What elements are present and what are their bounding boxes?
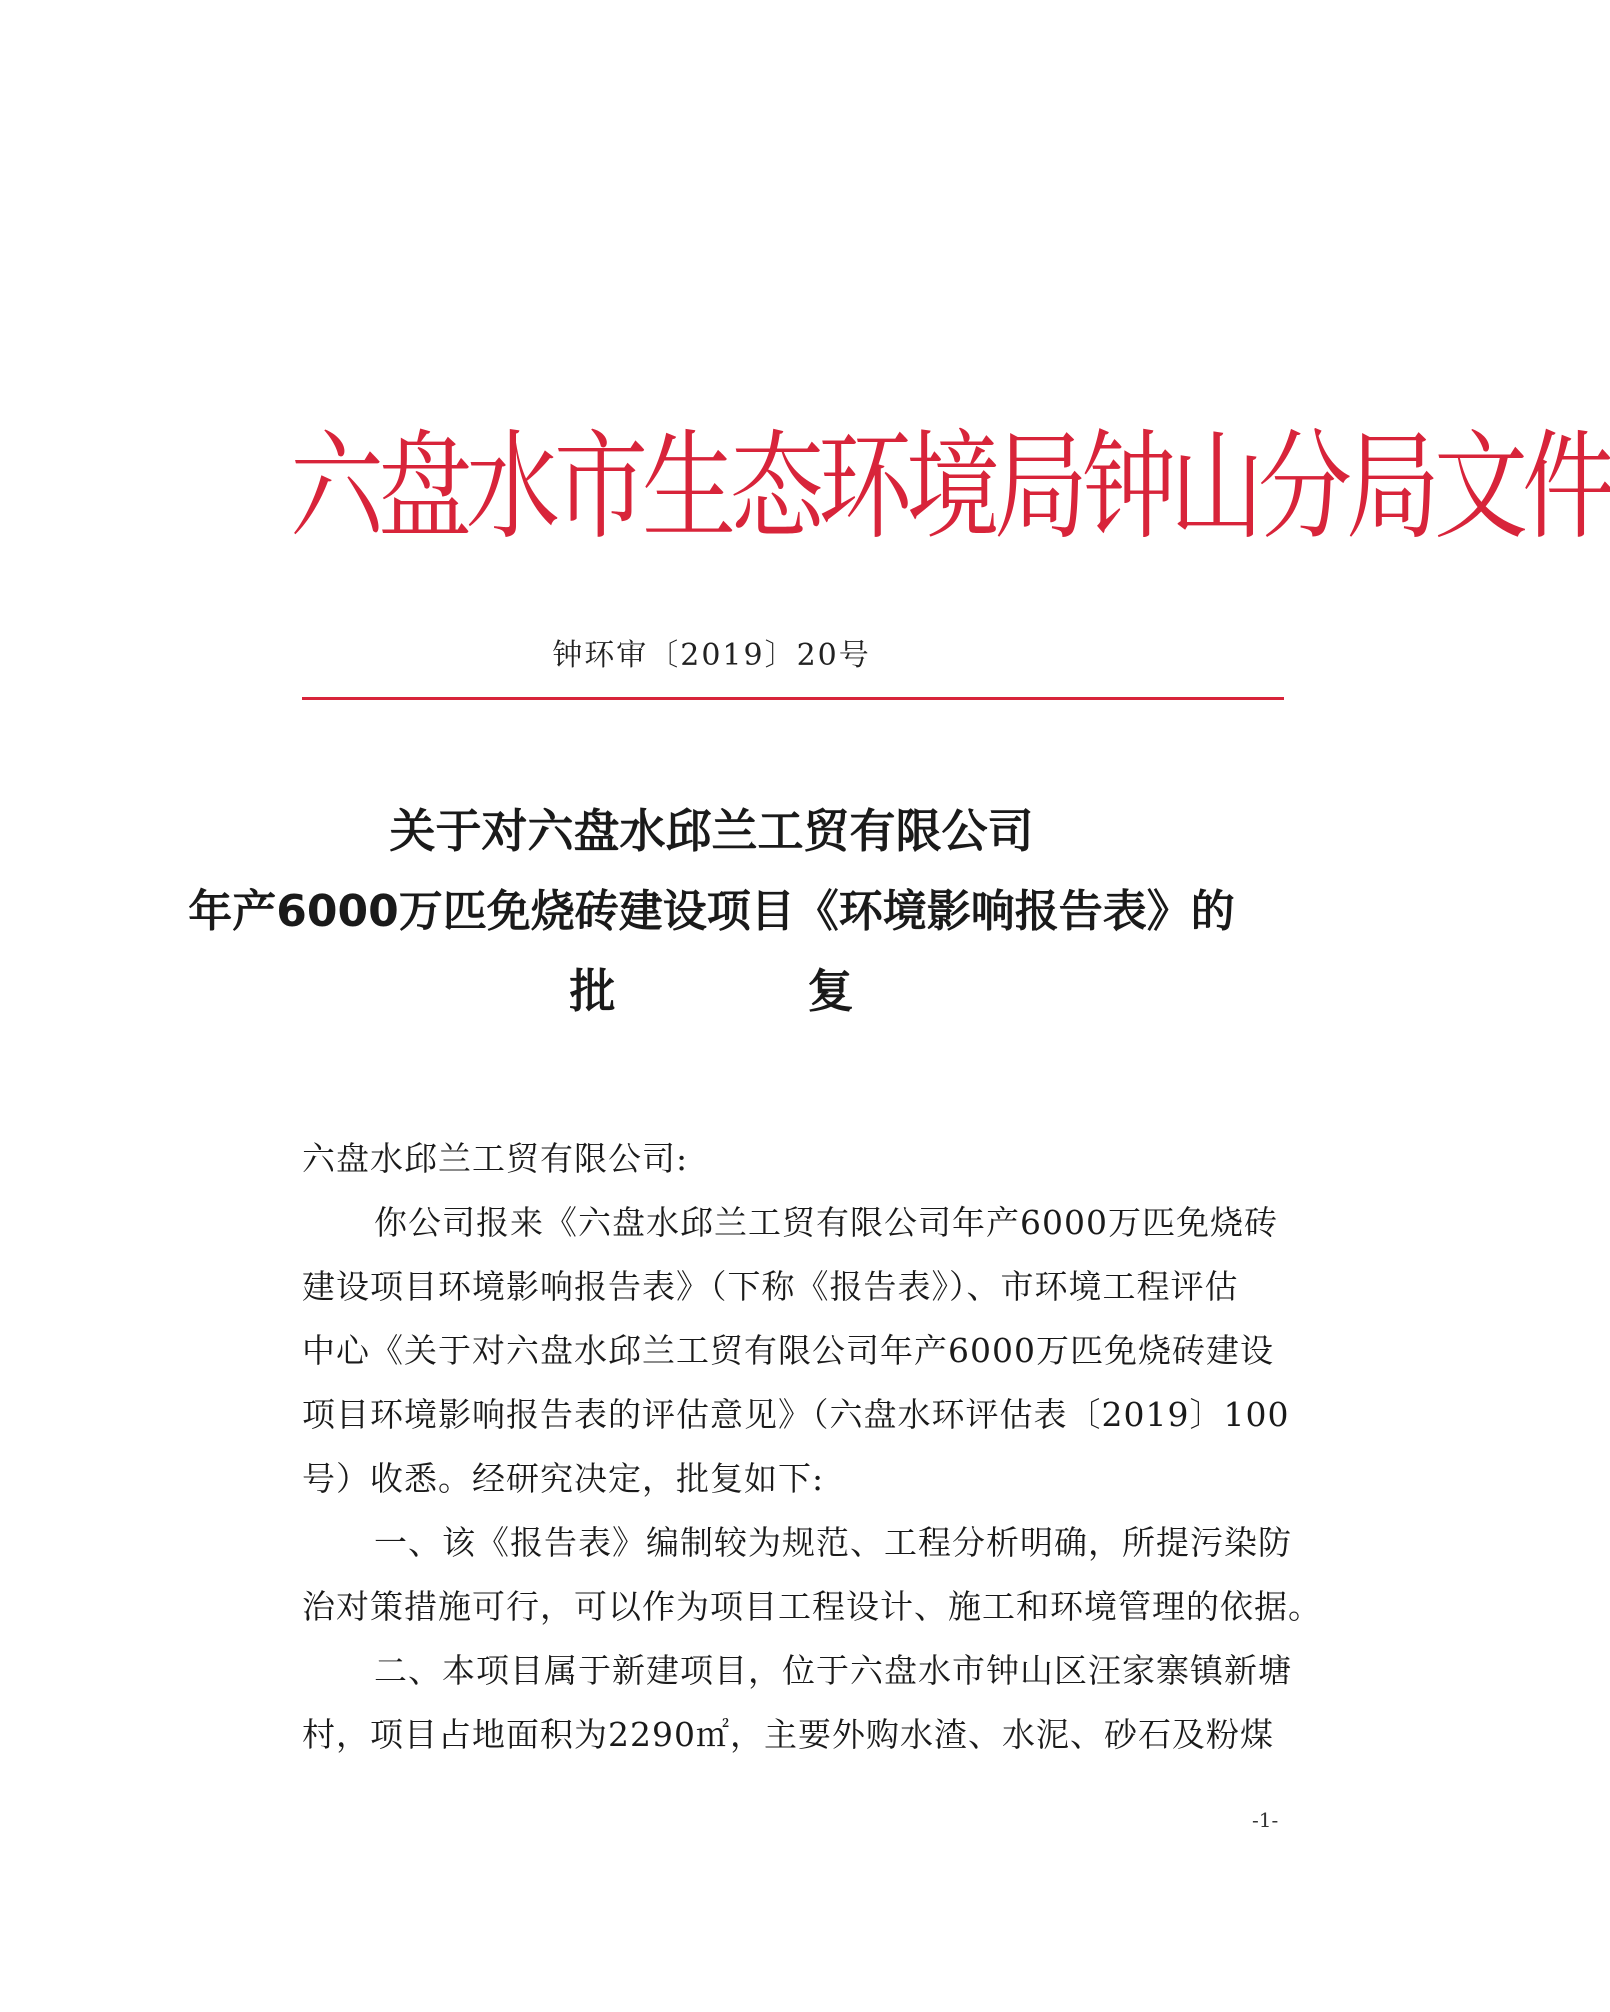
body-line: 治对策措施可行，可以作为项目工程设计、施工和环境管理的依据。 xyxy=(302,1587,1322,1626)
title-line-3 xyxy=(0,955,1423,1021)
body-line: 建设项目环境影响报告表》（下称《报告表》）、市环境工程评估 xyxy=(302,1267,1239,1306)
issuer-header: 六盘水市生态环境局钟山分局文件 xyxy=(290,420,1610,557)
body-line: 二、本项目属于新建项目，位于六盘水市钟山区汪家寨镇新塘 xyxy=(374,1651,1292,1690)
document-number: 钟环审〔2019〕20号 xyxy=(552,638,871,673)
body-line: 村，项目占地面积为2290㎡，主要外购水渣、水泥、砂石及粉煤 xyxy=(302,1715,1274,1754)
title-line-1: 关于对六盘水邱兰工贸有限公司 xyxy=(389,804,1034,858)
addressee: 六盘水邱兰工贸有限公司: xyxy=(302,1139,689,1178)
title-word-pi: 批 xyxy=(569,964,616,1018)
body-line: 你公司报来《六盘水邱兰工贸有限公司年产6000万匹免烧砖 xyxy=(374,1203,1278,1242)
body-line: 项目环境影响报告表的评估意见》（六盘水环评估表〔2019〕100 xyxy=(302,1395,1290,1434)
page-number: -1- xyxy=(1252,1808,1279,1832)
body-line: 中心《关于对六盘水邱兰工贸有限公司年产6000万匹免烧砖建设 xyxy=(302,1331,1274,1370)
red-divider-rule xyxy=(302,697,1284,700)
body-line: 号）收悉。经研究决定，批复如下: xyxy=(302,1459,825,1498)
body-line: 一、该《报告表》编制较为规范、工程分析明确，所提污染防 xyxy=(374,1523,1292,1562)
title-line-2: 年产6000万匹免烧砖建设项目《环境影响报告表》的 xyxy=(188,886,1235,937)
title-word-fu: 复 xyxy=(807,964,854,1018)
